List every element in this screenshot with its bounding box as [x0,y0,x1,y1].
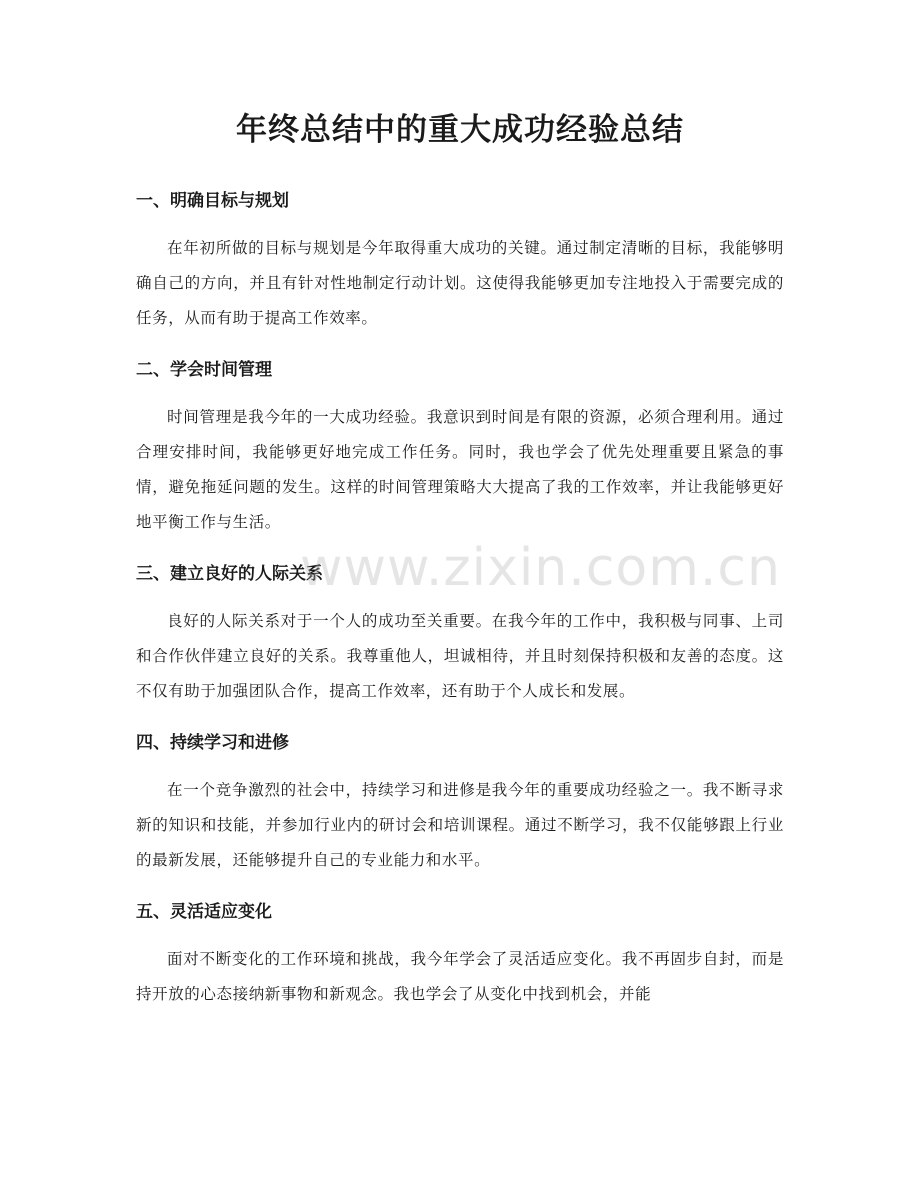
section-heading: 三、建立良好的人际关系 [136,564,323,584]
section-paragraph: 在一个竞争激烈的社会中，持续学习和进修是我今年的重要成功经验之一。我不断寻求新的知识和技能，并参加行业内的研讨会和培训课程。通过不断学习，我不仅能够跟上行业的最新发展，还能够提升自己的专业能力和水平。 [136,781,784,869]
section-paragraph: 面对不断变化的工作环境和挑战，我今年学会了灵活适应变化。我不再固步自封，而是持开放的心态接纳新事物和新观念。我也学会了从变化中找到机会，并能 [136,950,784,1003]
document-body [136,183,784,1028]
section-paragraph: 时间管理是我今年的一大成功经验。我意识到时间是有限的资源，必须合理利用。通过合理安排时间，我能够更好地完成工作任务。同时，我也学会了优先处理重要且紧急的事情，避免拖延问题的发生。这样的时间管理策略大大提高了我的工作效率，并让我能够更好地平衡工作与生活。 [136,408,784,531]
section-4 [136,725,784,878]
section-1 [136,183,784,336]
watermark: www.zixin.com.cn [300,538,781,598]
section-2 [136,352,784,540]
section-paragraph: 良好的人际关系对于一个人的成功至关重要。在我今年的工作中，我积极与同事、上司和合作伙伴建立良好的关系。我尊重他人，坦诚相待，并且时刻保持积极和友善的态度。这不仅有助于加强团队合作，提高工作效率，还有助于个人成长和发展。 [136,612,784,700]
document-title: 年终总结中的重大成功经验总结 [236,112,684,148]
section-paragraph: 在年初所做的目标与规划是今年取得重大成功的关键。通过制定清晰的目标，我能够明确自己的方向，并且有针对性地制定行动计划。这使得我能够更加专注地投入于需要完成的任务，从而有助于提高工作效率。 [136,239,784,327]
section-5 [136,894,784,1012]
section-heading: 一、明确目标与规划 [136,191,289,211]
section-heading: 四、持续学习和进修 [136,733,289,753]
section-heading: 五、灵活适应变化 [136,902,272,922]
section-3 [136,556,784,709]
section-heading: 二、学会时间管理 [136,360,272,380]
